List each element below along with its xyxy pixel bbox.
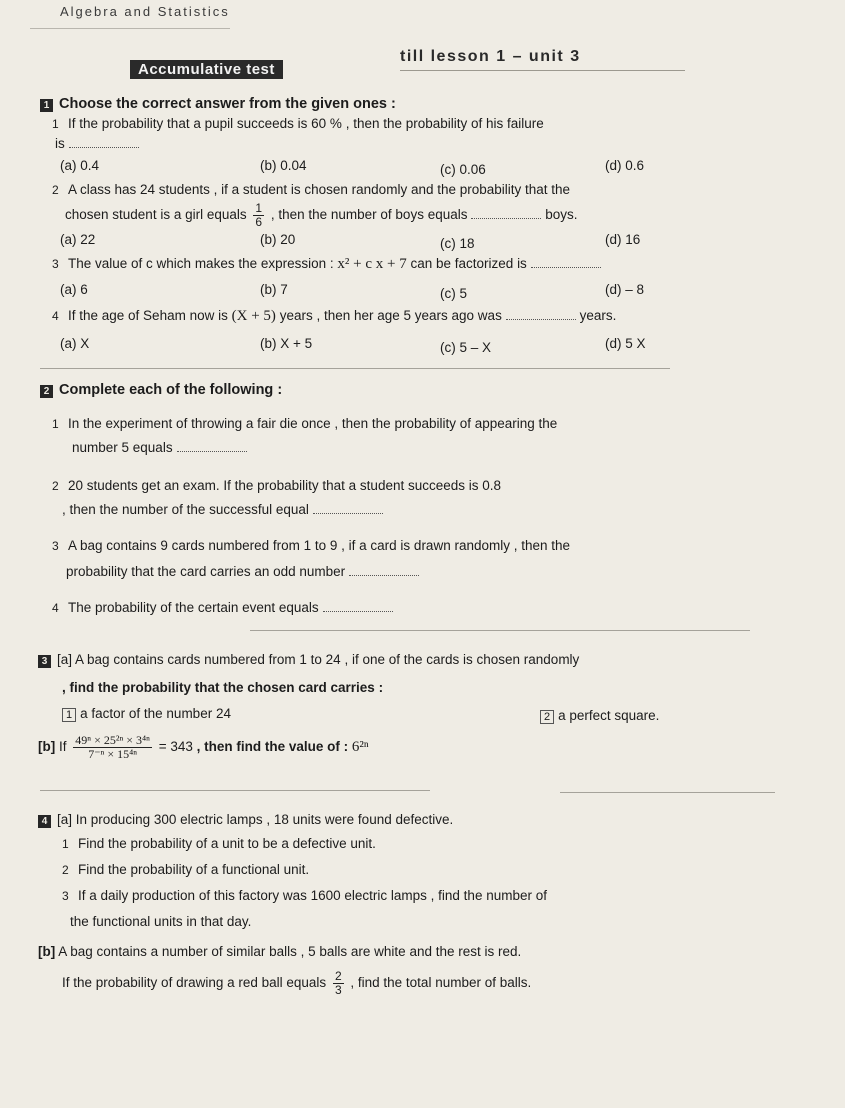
s3-a-label: [a] — [57, 652, 73, 667]
s1-q2-number: 2 — [52, 183, 59, 197]
s4-a1 — [62, 836, 376, 851]
s1-q2-line1 — [52, 182, 570, 197]
s4-b-text: A bag contains a number of similar balls , 5 balls are white and the rest is red. — [58, 944, 522, 959]
s1-q1-line1 — [52, 116, 544, 131]
s1-q4-text-a: If the age of Seham now is — [68, 308, 228, 323]
s3-b-line — [38, 734, 369, 761]
s1-q2-opt-c[interactable]: (c) 18 — [440, 236, 475, 251]
section-1-badge: 1 — [40, 99, 53, 112]
s1-q1-blank[interactable] — [69, 146, 139, 148]
section-1-title — [40, 96, 396, 112]
s1-q1-line2 — [55, 136, 139, 151]
s2-q1-line1 — [52, 416, 557, 431]
s4-b-text2: If the probability of drawing a red ball equals — [62, 975, 327, 991]
s1-q1-number: 1 — [52, 117, 59, 131]
s3-b-target: 6²ⁿ — [351, 739, 369, 756]
s1-q3-text-b: can be factorized is — [410, 256, 527, 271]
section-divider-3a — [40, 790, 430, 791]
s1-q4-number: 4 — [52, 309, 59, 323]
s1-q3-opt-b[interactable]: (b) 7 — [260, 282, 288, 297]
s1-q4-opt-d[interactable]: (d) 5 X — [605, 336, 646, 351]
section-divider-2 — [250, 630, 750, 631]
s1-q3-opt-a[interactable]: (a) 6 — [60, 282, 88, 297]
s2-q3-text-b: probability that the card carries an odd number — [66, 564, 346, 579]
s2-q4-blank[interactable] — [323, 610, 393, 612]
s2-q2-text-a: 20 students get an exam. If the probability that a student succeeds is 0.8 — [68, 478, 502, 493]
s3-a2 — [540, 708, 659, 724]
s3-b-if: If — [59, 739, 67, 755]
section-divider-3b — [560, 792, 775, 793]
s3-b-equals: = 343 — [158, 739, 193, 755]
s4-a2 — [62, 862, 309, 877]
s2-q4-number: 4 — [52, 601, 59, 615]
s4-b-label: [b] — [38, 944, 56, 959]
s3-b-denominator: 7⁻ⁿ × 15⁴ⁿ — [88, 747, 138, 761]
s1-q1-opt-c[interactable]: (c) 0.06 — [440, 162, 486, 177]
s1-q2-blank[interactable] — [471, 217, 541, 219]
s2-q2-number: 2 — [52, 479, 59, 493]
s1-q4-expression: (X + 5) — [231, 308, 276, 324]
s1-q2-text-a: A class has 24 students , if a student is chosen randomly and the probability that the — [68, 182, 571, 197]
s1-q2-text-c: , then the number of boys equals — [270, 207, 468, 223]
section-4-badge: 4 — [38, 815, 51, 828]
s3-a-line1 — [38, 652, 579, 668]
s1-q1-opt-d[interactable]: (d) 0.6 — [605, 158, 645, 173]
s4-a2-number: 2 — [62, 863, 69, 877]
s2-q4-text-a: The probability of the certain event equals — [68, 600, 319, 615]
s3-a-text: A bag contains cards numbered from 1 to 24 , if one of the cards is chosen randomly — [75, 652, 580, 667]
s3-b-fraction — [73, 734, 152, 761]
s1-q4-opt-a[interactable]: (a) X — [60, 336, 90, 351]
s2-q1-number: 1 — [52, 417, 59, 431]
s4-a-text: In producing 300 electric lamps , 18 units were found defective. — [75, 812, 454, 827]
section-2-badge: 2 — [40, 385, 53, 398]
s4-a3-line2: the functional units in that day. — [70, 914, 252, 929]
s3-a1-number: 1 — [62, 708, 76, 722]
s3-b-then: , then find the value of : — [196, 739, 349, 755]
s4-a1-text: Find the probability of a unit to be a defective unit. — [78, 836, 376, 851]
s4-a1-number: 1 — [62, 837, 69, 851]
s1-q3-number: 3 — [52, 257, 59, 271]
s1-q2-text-d: boys. — [545, 207, 578, 223]
section-3-badge: 3 — [38, 655, 51, 668]
s3-a1 — [62, 706, 231, 722]
lesson-label: till lesson 1 – unit 3 — [400, 48, 581, 65]
s2-q3-blank[interactable] — [349, 574, 419, 576]
s1-q4-line — [52, 308, 616, 325]
s1-q4-opt-c[interactable]: (c) 5 – X — [440, 340, 492, 355]
s1-q4-opt-b[interactable]: (b) X + 5 — [260, 336, 313, 351]
s4-a3-number: 3 — [62, 889, 69, 903]
s1-q3-opt-c[interactable]: (c) 5 — [440, 286, 467, 301]
s1-q1-opt-a[interactable]: (a) 0.4 — [60, 158, 100, 173]
header-divider — [30, 28, 230, 29]
lesson-underline — [400, 70, 685, 71]
s2-q3-number: 3 — [52, 539, 59, 553]
s1-q3-line — [52, 256, 601, 273]
s4-b-text3: , find the total number of balls. — [350, 975, 532, 991]
s1-q1-opt-b[interactable]: (b) 0.04 — [260, 158, 307, 173]
s1-q2-opt-d[interactable]: (d) 16 — [605, 232, 641, 247]
s1-q3-blank[interactable] — [531, 266, 601, 268]
s2-q1-blank[interactable] — [177, 450, 247, 452]
s2-q1-text-a: In the experiment of throwing a fair die once , then the probability of appearing the — [68, 416, 558, 431]
s1-q2-fraction — [253, 202, 264, 229]
s4-a3-text: If a daily production of this factory was 1600 electric lamps , find the number of — [78, 888, 547, 903]
s1-q3-text-a: The value of c which makes the expression : — [68, 256, 334, 271]
s1-q1-text-a: If the probability that a pupil succeeds is 60 % — [68, 116, 342, 131]
s1-q1-text-b: , then the probability of his failure — [345, 116, 544, 131]
s4-a-label: [a] — [57, 812, 73, 827]
s3-a2-text: a perfect square. — [558, 708, 660, 723]
s2-q2-blank[interactable] — [313, 512, 383, 514]
s1-q4-text-c: years. — [579, 308, 617, 323]
s2-q3-text-a: A bag contains 9 cards numbered from 1 to 9 , if a card is drawn randomly , then the — [68, 538, 571, 553]
s3-a2-number: 2 — [540, 710, 554, 724]
s4-b-line2 — [62, 970, 531, 997]
s1-q4-text-b: years , then her age 5 years ago was — [279, 308, 502, 323]
s2-q2-line1 — [52, 478, 501, 493]
section-divider-1 — [40, 368, 670, 369]
s1-q2-text-b: chosen student is a girl equals — [65, 207, 247, 223]
course-title: Algebra and Statistics — [60, 4, 230, 19]
s1-q2-frac-den: 6 — [255, 215, 263, 229]
s2-q2-text-b: , then the number of the successful equal — [62, 502, 309, 517]
s4-b-fraction — [333, 970, 344, 997]
s1-q1-text-c: is — [55, 136, 65, 151]
s2-q3-line2 — [66, 564, 419, 579]
s3-a1-text: a factor of the number 24 — [80, 706, 231, 721]
section-1-heading: Choose the correct answer from the given ones : — [59, 96, 396, 112]
s2-q4-line — [52, 600, 393, 615]
s1-q2-line2 — [65, 202, 578, 229]
s4-a2-text: Find the probability of a functional unit. — [78, 862, 310, 877]
s3-b-label: [b] — [38, 739, 56, 755]
s3-b-numerator: 49ⁿ × 25²ⁿ × 3⁴ⁿ — [75, 733, 150, 747]
section-2-title — [40, 382, 282, 398]
s1-q2-opt-b[interactable]: (b) 20 — [260, 232, 296, 247]
s1-q4-blank[interactable] — [506, 318, 576, 320]
s4-a-line — [38, 812, 453, 828]
test-banner: Accumulative test — [130, 60, 283, 79]
section-2-heading: Complete each of the following : — [59, 382, 283, 398]
s1-q2-frac-num: 1 — [255, 201, 263, 215]
s3-a-line2: , find the probability that the chosen card carries : — [62, 680, 384, 695]
s4-b-line1 — [38, 944, 521, 959]
s4-b-frac-den: 3 — [334, 983, 342, 997]
s1-q2-opt-a[interactable]: (a) 22 — [60, 232, 96, 247]
s2-q2-line2 — [62, 502, 383, 517]
s4-a3-line1 — [62, 888, 547, 903]
s2-q3-line1 — [52, 538, 570, 553]
s1-q3-expression: x² + c x + 7 — [337, 256, 407, 272]
s2-q1-line2 — [72, 440, 247, 455]
s1-q3-opt-d[interactable]: (d) – 8 — [605, 282, 645, 297]
s2-q1-text-b: number 5 equals — [72, 440, 173, 455]
s4-b-frac-num: 2 — [334, 969, 342, 983]
